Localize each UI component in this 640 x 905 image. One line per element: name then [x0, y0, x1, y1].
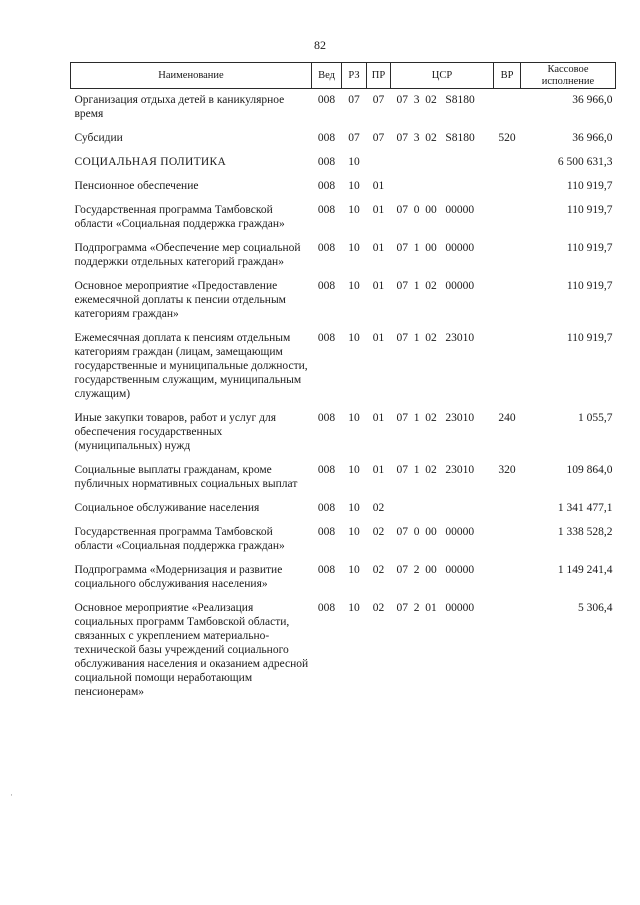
row-rz: 07: [348, 132, 360, 144]
row-name: Подпрограмма «Обеспечение мер социальной поддержки отдельных категорий граждан»: [74, 242, 301, 268]
row-ved: 008: [317, 204, 336, 216]
row-rz: 07: [348, 94, 360, 106]
row-vr: [494, 559, 521, 597]
row-vr: [494, 275, 521, 327]
row-rz: 10: [348, 204, 360, 216]
row-rz: 10: [348, 156, 360, 168]
row-csr: 07 1 02 00000: [396, 280, 475, 292]
table-row: [71, 89, 616, 128]
header-rz: РЗ: [342, 63, 367, 89]
table-row: [71, 521, 616, 559]
row-ved: 008: [317, 564, 336, 576]
row-rz: 10: [348, 280, 360, 292]
row-rz: 10: [348, 180, 360, 192]
table-row: [71, 275, 616, 327]
row-amount: 110 919,7: [566, 180, 613, 192]
row-csr: [391, 497, 494, 521]
row-ved: 008: [317, 132, 336, 144]
row-rz: 10: [348, 602, 360, 614]
row-pr: [367, 151, 391, 175]
table-row: [71, 237, 616, 275]
row-amount: 1 149 241,4: [557, 564, 613, 576]
row-amount: 110 919,7: [566, 280, 613, 292]
row-amount: 5 306,4: [578, 602, 613, 614]
row-vr: [494, 597, 521, 705]
row-rz: 10: [348, 564, 360, 576]
row-amount: 6 500 631,3: [557, 156, 613, 168]
row-pr: 01: [372, 204, 385, 216]
row-csr: 07 0 00 00000: [396, 526, 475, 538]
row-amount: 110 919,7: [566, 204, 613, 216]
row-name: Организация отдыха детей в каникулярное время: [74, 94, 285, 120]
table-row: [71, 407, 616, 459]
row-amount: 36 966,0: [572, 94, 613, 106]
row-csr: 07 1 00 00000: [396, 242, 475, 254]
row-ved: 008: [317, 94, 336, 106]
table-row: [71, 327, 616, 407]
row-csr: 07 3 02 S8180: [396, 94, 475, 106]
row-name: Иные закупки товаров, работ и услуг для обеспечения государственных (муниципальных) нужд: [74, 412, 276, 452]
row-name: Субсидии: [74, 132, 123, 144]
row-name: Государственная программа Тамбовской области «Социальная поддержка граждан»: [74, 526, 285, 552]
row-vr: 520: [498, 132, 516, 144]
row-pr: 02: [372, 602, 385, 614]
row-ved: 008: [317, 412, 336, 424]
row-name: СОЦИАЛЬНАЯ ПОЛИТИКА: [74, 156, 227, 168]
row-vr: [494, 327, 521, 407]
row-ved: 008: [317, 332, 336, 344]
row-pr: 02: [372, 502, 385, 514]
header-amount: Кассовое исполнение: [521, 63, 616, 89]
row-name: Основное мероприятие «Предоставление ежемесячной доплаты к пенсии отдельным категориям граждан»: [74, 280, 286, 320]
table-row: [71, 497, 616, 521]
row-csr: 07 2 01 00000: [396, 602, 475, 614]
row-rz: 10: [348, 412, 360, 424]
row-name: Основное мероприятие «Реализация социальных программ Тамбовской области, связанных с укреплением материально-технической базы учреждений социального обслуживания населения и оказанием адресной социальной помощи неработающим пенсионерам»: [74, 602, 309, 698]
row-ved: 008: [317, 280, 336, 292]
row-vr: 320: [498, 464, 516, 476]
row-pr: 02: [372, 526, 385, 538]
header-csr: ЦСР: [391, 63, 494, 89]
row-ved: 008: [317, 156, 336, 168]
row-ved: 008: [317, 602, 336, 614]
row-pr: 02: [372, 564, 385, 576]
row-pr: 01: [372, 180, 385, 192]
header-ved: Вед: [312, 63, 342, 89]
row-csr: 07 0 00 00000: [396, 204, 475, 216]
row-amount: 110 919,7: [566, 332, 613, 344]
row-name: Государственная программа Тамбовской области «Социальная поддержка граждан»: [74, 204, 285, 230]
row-ved: 008: [317, 464, 336, 476]
row-ved: 008: [317, 242, 336, 254]
row-ved: 008: [317, 180, 336, 192]
row-vr: [494, 175, 521, 199]
row-rz: 10: [348, 502, 360, 514]
row-rz: 10: [348, 526, 360, 538]
row-pr: 07: [372, 94, 385, 106]
table-row: [71, 559, 616, 597]
row-amount: 1 338 528,2: [557, 526, 613, 538]
row-rz: 10: [348, 242, 360, 254]
row-csr: 07 3 02 S8180: [396, 132, 475, 144]
row-amount: 109 864,0: [566, 464, 613, 476]
row-pr: 01: [372, 242, 385, 254]
row-name: Социальные выплаты гражданам, кроме публичных нормативных социальных выплат: [74, 464, 298, 490]
row-amount: 1 341 477,1: [557, 502, 613, 514]
table-row: [71, 175, 616, 199]
table-row: [71, 151, 616, 175]
row-vr: 240: [498, 412, 516, 424]
row-name: Ежемесячная доплата к пенсиям отдельным категориям граждан (лицам, замещающим государственные и муниципальные должности, государственным служащим, муниципальным служащим): [74, 332, 308, 400]
row-amount: 36 966,0: [572, 132, 613, 144]
row-vr: [494, 521, 521, 559]
row-csr: [391, 175, 494, 199]
header-pr: ПР: [367, 63, 391, 89]
table-header-row: [71, 63, 616, 89]
row-name: Подпрограмма «Модернизация и развитие социального обслуживания населения»: [74, 564, 283, 590]
row-vr: [494, 199, 521, 237]
row-pr: 01: [372, 412, 385, 424]
row-vr: [494, 89, 521, 128]
row-name: Пенсионное обеспечение: [74, 180, 199, 192]
table-row: [71, 199, 616, 237]
row-amount: 1 055,7: [578, 412, 613, 424]
row-csr: 07 1 02 23010: [396, 412, 475, 424]
row-pr: 01: [372, 464, 385, 476]
header-vr: ВР: [494, 63, 521, 89]
row-pr: 01: [372, 332, 385, 344]
row-rz: 10: [348, 332, 360, 344]
row-ved: 008: [317, 526, 336, 538]
table-row: [71, 597, 616, 705]
row-csr: 07 2 00 00000: [396, 564, 475, 576]
margin-mark: ·: [10, 790, 13, 800]
row-vr: [494, 237, 521, 275]
row-vr: [494, 497, 521, 521]
row-ved: 008: [317, 502, 336, 514]
row-amount: 110 919,7: [566, 242, 613, 254]
row-rz: 10: [348, 464, 360, 476]
table-row: [71, 127, 616, 151]
row-pr: 07: [372, 132, 385, 144]
row-pr: 01: [372, 280, 385, 292]
row-vr: [494, 151, 521, 175]
page-number: 82: [314, 38, 326, 52]
budget-table: [70, 62, 616, 705]
row-csr: 07 1 02 23010: [396, 332, 475, 344]
row-csr: 07 1 02 23010: [396, 464, 475, 476]
header-name: Наименование: [71, 63, 312, 89]
table-row: [71, 459, 616, 497]
row-csr: [391, 151, 494, 175]
row-name: Социальное обслуживание населения: [74, 502, 260, 514]
